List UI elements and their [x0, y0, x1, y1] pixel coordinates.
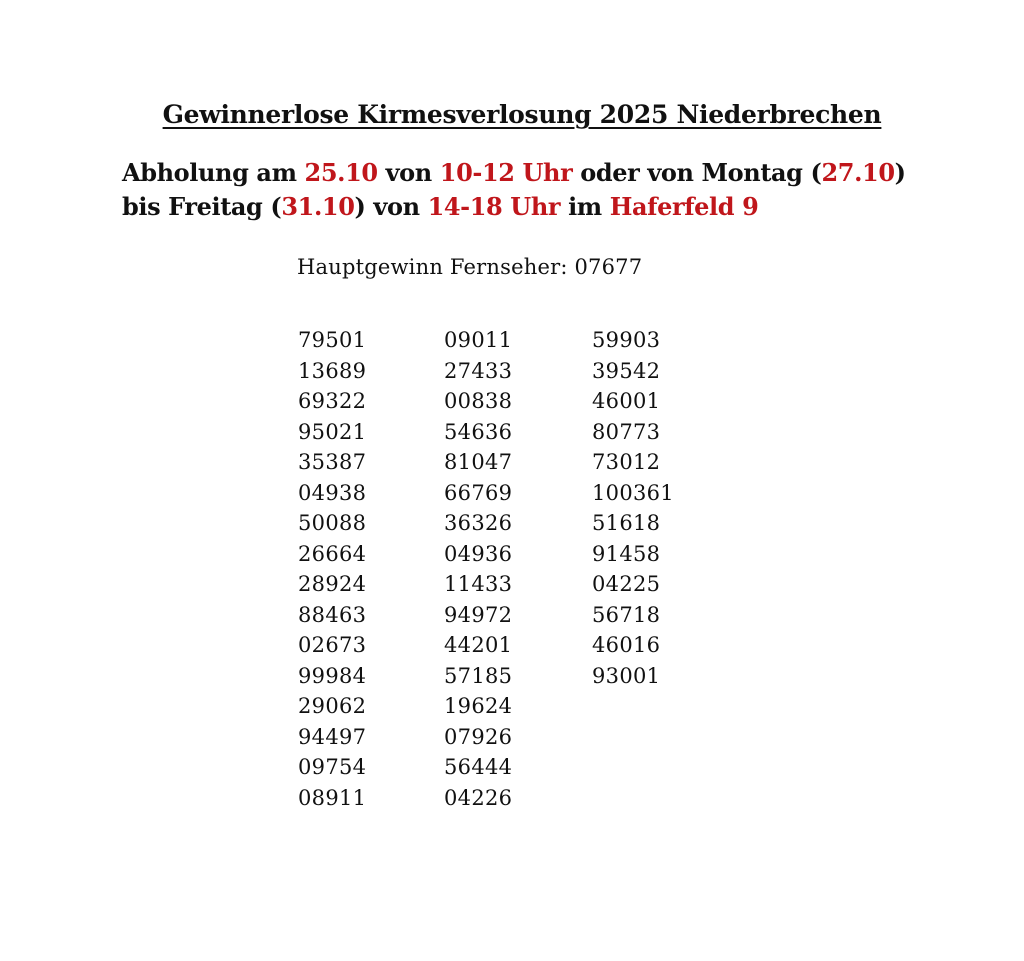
- winning-number: 93001: [592, 663, 661, 688]
- pickup-time: 10-12 Uhr: [439, 158, 573, 187]
- number-column-2: [444, 325, 512, 813]
- winning-number: 04225: [592, 572, 661, 596]
- pickup-text: von: [377, 158, 440, 187]
- winning-number: 27433: [444, 358, 513, 383]
- winning-number: 13689: [298, 358, 367, 383]
- winning-number: 36326: [444, 511, 513, 535]
- winning-number: 07926: [444, 724, 513, 749]
- winning-number: 46001: [592, 389, 661, 413]
- page-title: Gewinnerlose Kirmesverlosung 2025 Niederbrechen: [162, 100, 882, 129]
- winning-number: 95021: [298, 419, 367, 444]
- pickup-text: Abholung am: [122, 158, 305, 187]
- winning-number: 08911: [298, 785, 367, 810]
- winning-number: 57185: [444, 663, 513, 688]
- winning-number: 02673: [298, 633, 367, 657]
- winning-number: 59903: [592, 328, 661, 352]
- number-column-3: [592, 325, 674, 691]
- winning-number: 50088: [298, 511, 367, 535]
- pickup-date: 25.10: [304, 158, 378, 187]
- main-prize: Hauptgewinn Fernseher: 07677: [297, 255, 643, 279]
- winning-number: 69322: [298, 389, 367, 413]
- pickup-date: 27.10: [821, 158, 895, 187]
- winning-number: 51618: [592, 511, 661, 535]
- winning-number: 29062: [298, 694, 367, 718]
- winning-number: 79501: [298, 328, 367, 352]
- winning-number: 88463: [298, 602, 367, 627]
- pickup-text: ): [894, 158, 906, 187]
- winning-number: 91458: [592, 541, 661, 566]
- winning-number: 09754: [298, 755, 367, 779]
- winning-number: 28924: [298, 572, 367, 596]
- pickup-line-1: [122, 158, 906, 187]
- winning-number: 04938: [298, 480, 367, 505]
- pickup-time: 14-18 Uhr: [427, 192, 561, 221]
- pickup-text: oder von Montag (: [572, 158, 822, 187]
- winning-number: 39542: [592, 358, 661, 383]
- number-column-1: [298, 325, 366, 813]
- winning-number: 04936: [444, 541, 513, 566]
- winning-number: 04226: [444, 785, 513, 810]
- winning-number: 35387: [298, 450, 367, 474]
- winning-number: 56718: [592, 602, 661, 627]
- pickup-text: ) von: [354, 192, 428, 221]
- winning-number: 99984: [298, 663, 367, 688]
- pickup-line-2: [122, 192, 758, 221]
- pickup-location: Haferfeld 9: [609, 192, 759, 221]
- winning-number: 54636: [444, 419, 513, 444]
- winning-number: 73012: [592, 450, 661, 474]
- pickup-text: bis Freitag (: [122, 192, 282, 221]
- winning-number: 81047: [444, 450, 513, 474]
- winning-number: 26664: [298, 541, 367, 566]
- winning-number: 00838: [444, 389, 513, 413]
- winning-number: 80773: [592, 419, 661, 444]
- winning-number: 94972: [444, 602, 513, 627]
- winning-number: 46016: [592, 633, 661, 657]
- winning-number: 11433: [444, 572, 513, 596]
- winning-number: 44201: [444, 633, 513, 657]
- winning-number: 100361: [592, 480, 674, 505]
- winning-number: 94497: [298, 724, 367, 749]
- pickup-date: 31.10: [281, 192, 355, 221]
- winning-number: 56444: [444, 755, 513, 779]
- winning-number: 09011: [444, 328, 513, 352]
- pickup-text: im: [560, 192, 610, 221]
- winning-number: 19624: [444, 694, 513, 718]
- winning-number: 66769: [444, 480, 513, 505]
